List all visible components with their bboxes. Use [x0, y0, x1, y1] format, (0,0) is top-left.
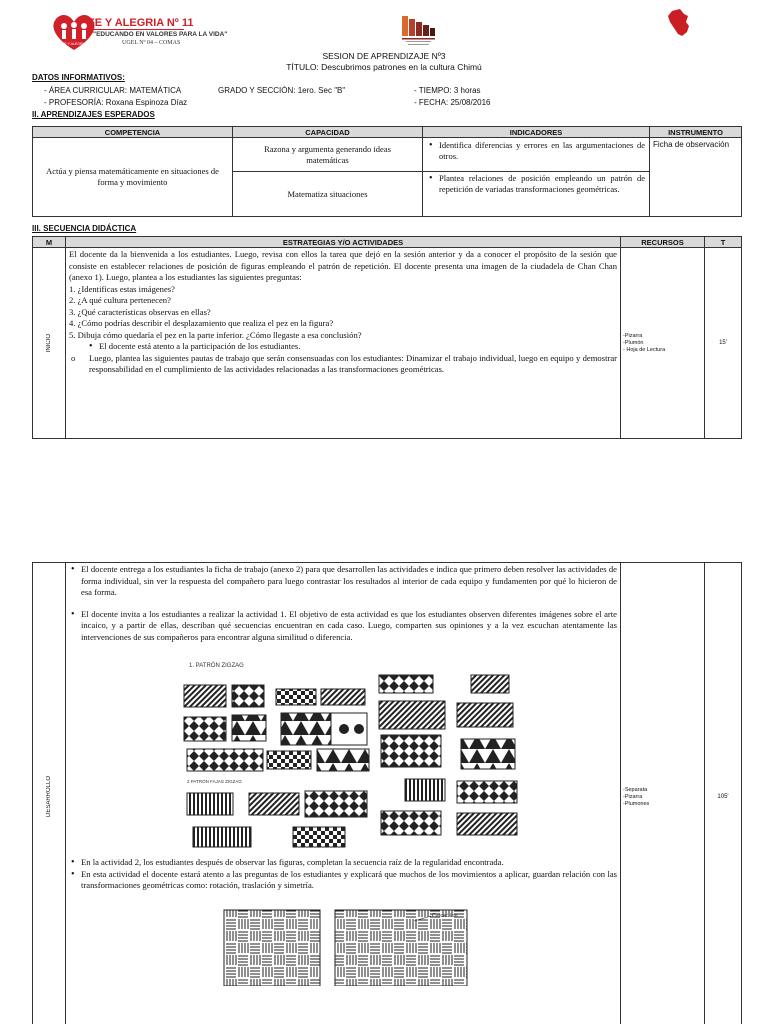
- indicador-1: • Identifica diferencias y errores en las argumentaciones de otros.: [427, 140, 645, 162]
- desarrollo-recursos: [621, 563, 705, 1024]
- secuencia-heading: III. SECUENCIA DIDÁCTICA: [32, 224, 137, 233]
- desarrollo-tiempo: 105': [705, 563, 742, 1024]
- desarrollo-p2: • El docente invita a los estudiantes a realizar la actividad 1. El objetivo de esta actividad es que los estudiantes observen diferentes imágenes sobre el arte incaico, y a partir de ellas, describan qué secuencias encuentran en cada caso. Luego, comparten sus opiniones y a la vez escuchan atentamente las intervenciones de sus compañeros para encontrar alguna similitud o diferencia.: [69, 609, 617, 644]
- inicio-pautas: Luego, plantea las siguientes pautas de trabajo que serán consensuadas con los estudiantes: Dinamizar el trabajo individual, luego en equipo y demostrar responsabilidad en el cumplimiento de las actividades relacionadas a las transformaciones geométricas.: [89, 352, 617, 374]
- area-curricular: - ÁREA CURRICULAR: MATEMÁTICA: [44, 86, 182, 95]
- peru-map-icon: [664, 8, 694, 38]
- question-4: 4. ¿Cómo podrías describir el desplazamiento que realiza el pez en la figura?: [69, 318, 334, 328]
- secuencia-table-desarrollo: [32, 562, 742, 1024]
- desarrollo-label: DESARROLLO: [46, 776, 52, 818]
- inicio-recursos: [621, 248, 705, 439]
- school-logo-label: FE Y ALEGRIA: [62, 42, 86, 46]
- header-competencia: COMPETENCIA: [33, 127, 233, 138]
- header-instrumento: INSTRUMENTO: [650, 127, 742, 138]
- recurso-item: -Plumones: [623, 800, 650, 807]
- recurso-item: -Pizarra: [623, 793, 643, 800]
- desarrollo-p1: • El docente entrega a los estudiantes la ficha de trabajo (anexo 2) para que desarrollen las actividades e indica que primero deben resolver las actividades de forma individual, sin ver la respuesta del compañero para luego contrastar los resultados al interior de cada equipo y fundamenten por qué lo hicieron de esa forma.: [69, 564, 617, 599]
- ministry-logo-icon: [398, 14, 438, 48]
- recurso-item: -Pizarra: [623, 332, 643, 339]
- inicio-intro: El docente da la bienvenida a los estudiantes. Luego, revisa con ellos la tarea que dejó en la sesión anterior y da a conocer el propósito de la sesión que consiste en establecer relaciones de posición de figuras empleando el patrón de repetición. El docente presenta una imagen de la ciudadela de Chan Chan (anexo 1). Luego, plantea a los estudiantes las siguientes preguntas:: [69, 249, 617, 282]
- school-motto: "EDUCANDO EN VALORES PARA LA VIDA": [93, 31, 228, 38]
- school-name-underline: [88, 29, 184, 30]
- school-ugel: UGEL Nº 04 – COMAS: [122, 40, 181, 46]
- secuencia-table-inicio: [32, 236, 742, 439]
- profesora: - PROFESORÍA: Roxana Espinoza Díaz: [44, 98, 188, 107]
- indicador-cell-1: [423, 138, 650, 172]
- session-subtitle: TÍTULO: Descubrimos patrones en la cultura Chimú: [286, 62, 482, 72]
- question-5: 5. Dibuja cómo quedaría el pez en la parte inferior. ¿Cómo llegaste a esa conclusión?: [69, 329, 362, 340]
- header-recursos: RECURSOS: [621, 237, 705, 248]
- circle-bullet-icon: o: [71, 352, 76, 363]
- pattern-figures-image: [69, 651, 619, 851]
- recurso-item: -Separata: [623, 786, 648, 793]
- header-indicadores: INDICADORES: [423, 127, 650, 138]
- desarrollo-content: [66, 563, 621, 1024]
- question-2: 2. ¿A qué cultura pertenecen?: [69, 295, 171, 305]
- question-3: 3. ¿Qué características observas en ellas?: [69, 306, 211, 317]
- session-title: SESION DE APRENDIZAJE Nº3: [322, 51, 446, 61]
- recurso-item: -Plumón: [623, 339, 644, 346]
- grado-seccion: GRADO Y SECCIÓN: 1ero. Sec "B": [218, 86, 346, 95]
- header-t: T: [705, 237, 742, 248]
- instrumento-cell: Ficha de observación: [650, 138, 742, 217]
- aprendizajes-heading: II. APRENDIZAJES ESPERADOS: [32, 110, 155, 119]
- datos-heading: DATOS INFORMATIVOS:: [32, 73, 125, 82]
- tiempo: - TIEMPO: 3 horas: [414, 86, 481, 95]
- desarrollo-p4: • En esta actividad el docente estará atento a las preguntas de los estudiantes y explicará que muchos de los movimientos a aplicar, guardan relación con las transformaciones geométricas como: rotación, traslación y simetría.: [69, 869, 617, 892]
- recurso-item: - Hoja de Lectura: [623, 346, 666, 353]
- figure-label-catcaclion: Catcaclion: [432, 912, 458, 919]
- desarrollo-p3: • En la actividad 2, los estudiantes después de observar las figuras, completan la secuencia raíz de la regularidad encontrada.: [69, 857, 617, 869]
- inicio-label-cell: [33, 248, 66, 439]
- fecha: - FECHA: 25/08/2016: [414, 98, 491, 107]
- question-1: 1. ¿Identificas estas imágenes?: [69, 283, 175, 294]
- indicador-2: • Plantea relaciones de posición empleando un patrón de repetición de variadas transformaciones geométricas.: [427, 173, 645, 195]
- school-name: FE Y ALEGRIA Nº 11: [88, 17, 194, 29]
- competencia-cell: Actúa y piensa matemáticamente en situaciones de forma y movimiento: [33, 138, 233, 217]
- inicio-content: [66, 248, 621, 439]
- figure-label-zigzag: 1. PATRÓN ZIGZAG: [189, 663, 244, 669]
- inicio-tiempo: 15': [705, 248, 742, 439]
- desarrollo-label-cell: [33, 563, 66, 1024]
- indicador-cell-2: [423, 172, 650, 217]
- header-estrategias: ESTRATEGIAS Y/O ACTIVIDADES: [66, 237, 621, 248]
- header-m: M: [33, 237, 66, 248]
- capacidad-cell-1: Razona y argumenta generando ideas matemáticas: [233, 138, 423, 172]
- capacidad-cell-2: Matematiza situaciones: [233, 172, 423, 217]
- inicio-bullet: • El docente está atento a la participación de los estudiantes.: [87, 341, 617, 353]
- inicio-label: INICIO: [46, 333, 52, 353]
- figure-label-fajas: 2 PATRÓN FAJAS ZIGZAG: [187, 779, 242, 784]
- inicio-pautas-item: [69, 353, 617, 376]
- aprendizajes-table: [32, 126, 742, 217]
- weave-figures-image: [69, 906, 619, 986]
- header-capacidad: CAPACIDAD: [233, 127, 423, 138]
